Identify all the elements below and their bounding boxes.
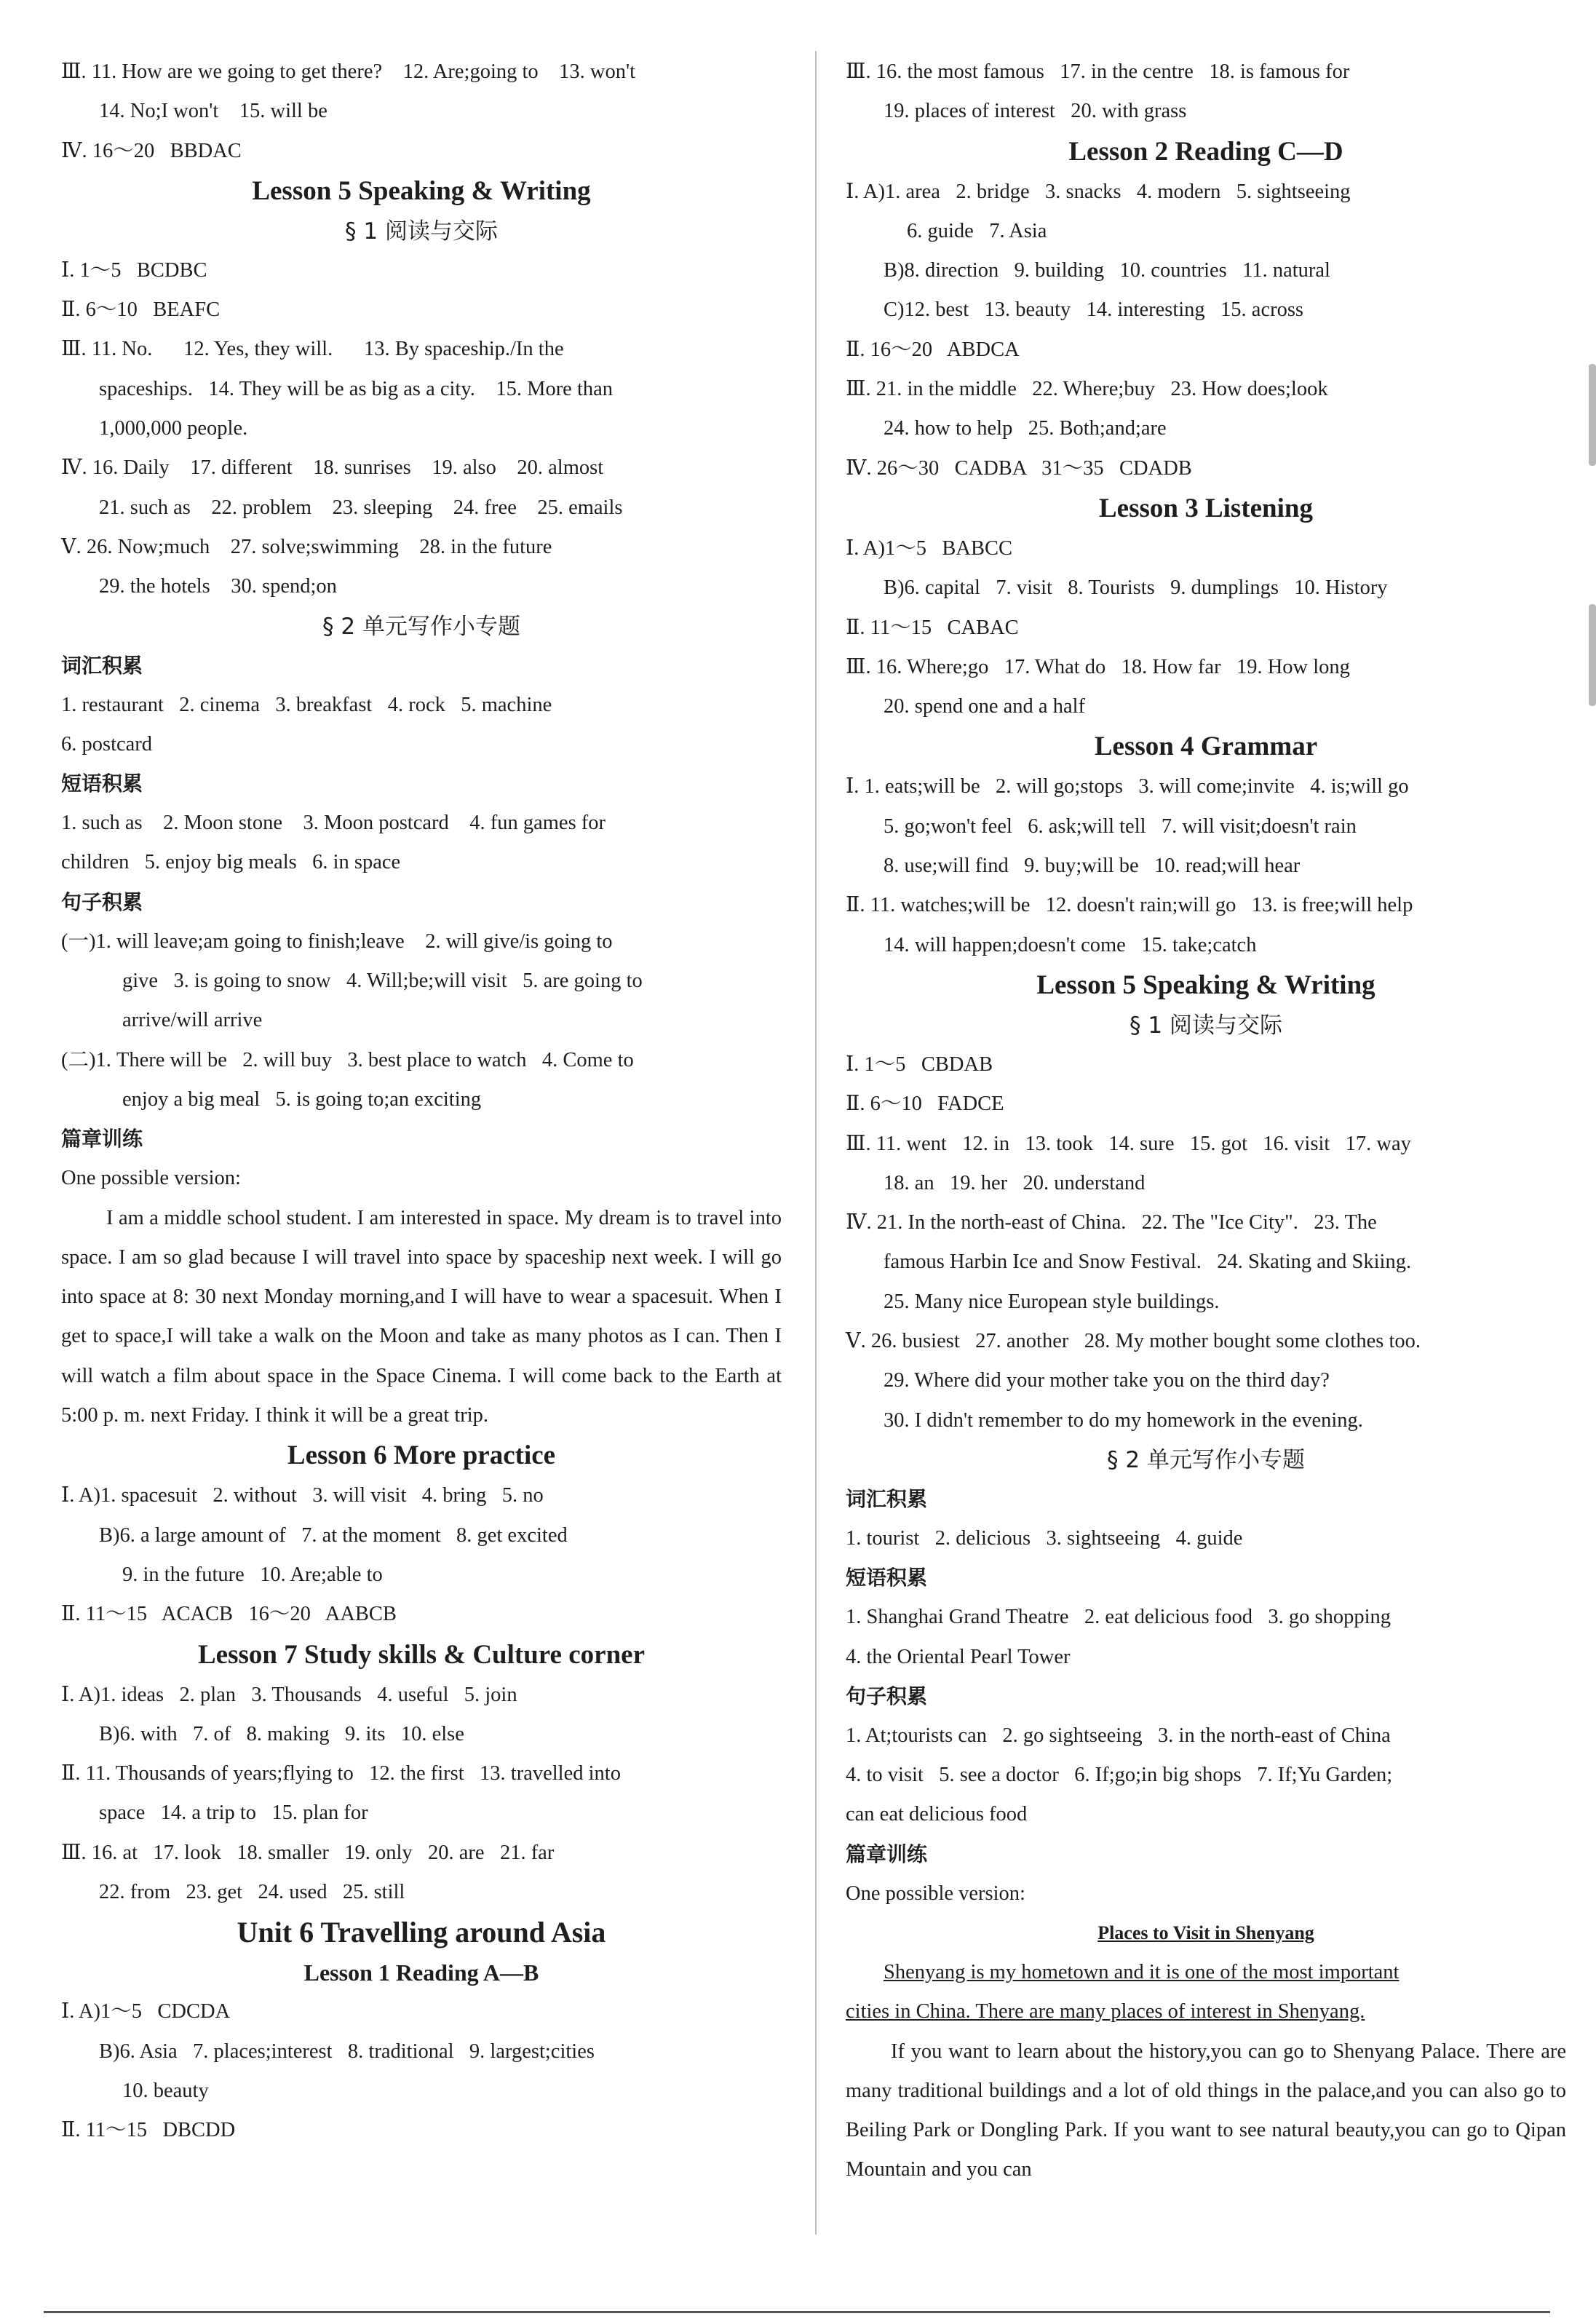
answer-line: 14. No;I won't 15. will be xyxy=(99,100,327,123)
answer-line: 22. from 23. get 24. used 25. still xyxy=(99,1880,405,1903)
lesson-heading: Lesson 5 Speaking & Writing xyxy=(252,175,591,206)
section-heading: § 1 阅读与交际 xyxy=(1129,1012,1282,1039)
answer-line: arrive/will arrive xyxy=(122,1009,263,1032)
lesson-heading: Lesson 7 Study skills & Culture corner xyxy=(198,1639,645,1670)
answer-line: Ⅲ. 16. the most famous 17. in the centre 18. is famous for xyxy=(846,60,1350,83)
unit-heading: Unit 6 Travelling around Asia xyxy=(237,1916,606,1949)
answer-line: Ⅲ. 16. Where;go 17. What do 18. How far 19. How long xyxy=(846,655,1350,678)
answer-line: 1. At;tourists can 2. go sightseeing 3. in the north-east of China xyxy=(846,1724,1391,1747)
answer-line: space 14. a trip to 15. plan for xyxy=(99,1801,368,1825)
answer-line: 25. Many nice European style buildings. xyxy=(884,1290,1220,1313)
page-edge-mark xyxy=(1589,604,1596,706)
answer-line: Ⅱ. 11～15 ACACB 16～20 AABCB xyxy=(61,1603,397,1626)
answer-line: B)8. direction 9. building 10. countries 11. natural xyxy=(884,259,1330,282)
answer-line: 1. restaurant 2. cinema 3. breakfast 4. rock 5. machine xyxy=(61,693,552,716)
answer-line: Ⅲ. 11. How are we going to get there? 12. Are;going to 13. won't xyxy=(61,60,636,83)
answer-line: give 3. is going to snow 4. Will;be;will visit 5. are going to xyxy=(122,970,643,993)
answer-line: One possible version: xyxy=(846,1882,1025,1905)
answer-line: 20. spend one and a half xyxy=(884,695,1085,718)
answer-line: 29. the hotels 30. spend;on xyxy=(99,575,337,598)
answer-line: Ⅰ. A)1. ideas 2. plan 3. Thousands 4. useful 5. join xyxy=(61,1683,517,1706)
page-edge-mark xyxy=(1589,364,1596,466)
subsection-label: 词汇积累 xyxy=(61,653,143,678)
answer-line: Ⅰ. 1～5 BCDBC xyxy=(61,258,207,282)
answer-line: Ⅰ. 1. eats;will be 2. will go;stops 3. will come;invite 4. is;will go xyxy=(846,775,1409,798)
lesson-heading: Lesson 4 Grammar xyxy=(1094,732,1318,762)
answer-line: Ⅳ. 26～30 CADBA 31～35 CDADB xyxy=(846,456,1192,480)
answer-line: 10. beauty xyxy=(122,2079,209,2102)
left-column xyxy=(61,52,782,2150)
bottom-rule xyxy=(44,2311,1550,2313)
answer-line: Ⅰ. A)1～5 BABCC xyxy=(846,536,1013,560)
answer-line: Ⅴ. 26. Now;much 27. solve;swimming 28. in the future xyxy=(61,535,552,558)
answer-line: Ⅰ. A)1～5 CDCDA xyxy=(61,2000,231,2023)
answer-line: Ⅱ. 11. watches;will be 12. doesn't rain;will go 13. is free;will help xyxy=(846,894,1413,917)
subsection-label: 句子积累 xyxy=(61,889,143,914)
answer-line: Ⅳ. 16～20 BBDAC xyxy=(61,139,242,162)
answer-line: 1. tourist 2. delicious 3. sightseeing 4. guide xyxy=(846,1526,1243,1550)
answer-line: children 5. enjoy big meals 6. in space xyxy=(61,851,401,874)
answer-line: Ⅳ. 16. Daily 17. different 18. sunrises 19. also 20. almost xyxy=(61,456,604,480)
answer-line: Ⅲ. 11. went 12. in 13. took 14. sure 15. got 16. visit 17. way xyxy=(846,1132,1411,1155)
essay-title: Places to Visit in Shenyang xyxy=(1097,1922,1314,1943)
answer-line: 1. Shanghai Grand Theatre 2. eat delicious food 3. go shopping xyxy=(846,1606,1391,1629)
answer-line: Ⅱ. 11～15 DBCDD xyxy=(61,2119,236,2142)
subsection-label: 篇章训练 xyxy=(61,1127,143,1151)
answer-line: 1. such as 2. Moon stone 3. Moon postcard 4. fun games for xyxy=(61,812,606,835)
answer-line: 19. places of interest 20. with grass xyxy=(884,100,1187,123)
essay-paragraph: I am a middle school student. I am interested in space. My dream is to travel into space. I am so glad because I will travel into space by spaceship next week. I will go into space at 8: 30 next Monday morning,and I will have to wear a spacesuit. When I get to space,I will take a walk on the Moon and take as many photos as I can. Then I will watch a film about space in the Space Cinema. I will come back to the Earth at 5:00 p. m. next Friday. I think it will be a great trip. xyxy=(61,1206,782,1427)
lesson-heading: Lesson 3 Listening xyxy=(1098,493,1313,523)
answer-line: 24. how to help 25. Both;and;are xyxy=(884,417,1167,440)
answer-line: 14. will happen;doesn't come 15. take;catch xyxy=(884,933,1257,956)
section-heading: § 2 单元写作小专题 xyxy=(322,613,520,640)
answer-line: 5. go;won't feel 6. ask;will tell 7. will visit;doesn't rain xyxy=(884,814,1357,838)
answer-line: B)6. Asia 7. places;interest 8. traditional 9. largest;cities xyxy=(99,2039,595,2063)
section-heading: § 1 阅读与交际 xyxy=(345,218,498,245)
answer-line: 9. in the future 10. Are;able to xyxy=(122,1563,383,1586)
essay-underlined-line: cities in China. There are many places of interest in Shenyang. xyxy=(846,2000,1365,2023)
lesson-heading: Lesson 2 Reading C—D xyxy=(1068,136,1343,167)
subsection-label: 短语积累 xyxy=(846,1566,928,1590)
answer-line: (一)1. will leave;am going to finish;leave 2. will give/is going to xyxy=(61,929,613,953)
answer-line: Ⅰ. A)1. area 2. bridge 3. snacks 4. modern 5. sightseeing xyxy=(846,180,1351,203)
lesson-heading: Lesson 1 Reading A—B xyxy=(303,1959,539,1986)
answer-line: Ⅲ. 11. No. 12. Yes, they will. 13. By spaceship./In the xyxy=(61,338,564,361)
subsection-label: 词汇积累 xyxy=(846,1486,928,1511)
answer-line: 1,000,000 people. xyxy=(99,417,248,440)
section-heading: § 2 单元写作小专题 xyxy=(1107,1446,1305,1473)
answer-line: 18. an 19. her 20. understand xyxy=(884,1171,1146,1194)
answer-line: 30. I didn't remember to do my homework in the evening. xyxy=(884,1408,1363,1432)
answer-line: 8. use;will find 9. buy;will be 10. read;will hear xyxy=(884,855,1301,878)
answer-line: Ⅳ. 21. In the north-east of China. 22. The "Ice City". 23. The xyxy=(846,1211,1377,1234)
subsection-label: 短语积累 xyxy=(61,772,143,796)
answer-line: Ⅱ. 11. Thousands of years;flying to 12. the first 13. travelled into xyxy=(61,1762,621,1785)
answer-line: can eat delicious food xyxy=(846,1803,1028,1826)
answer-line: B)6. with 7. of 8. making 9. its 10. else xyxy=(99,1722,464,1745)
answer-line: Ⅱ. 11～15 CABAC xyxy=(846,616,1019,639)
answer-line: 6. guide 7. Asia xyxy=(907,219,1047,242)
answer-line: Ⅰ. 1～5 CBDAB xyxy=(846,1053,993,1076)
answer-line: spaceships. 14. They will be as big as a city. 15. More than xyxy=(99,377,614,400)
answer-line: 4. to visit 5. see a doctor 6. If;go;in big shops 7. If;Yu Garden; xyxy=(846,1764,1393,1787)
answer-line: enjoy a big meal 5. is going to;an exciting xyxy=(122,1087,482,1111)
column-divider xyxy=(815,51,817,2235)
answer-line: 21. such as 22. problem 23. sleeping 24. free 25. emails xyxy=(99,496,623,519)
answer-line: (二)1. There will be 2. will buy 3. best place to watch 4. Come to xyxy=(61,1048,634,1071)
lesson-heading: Lesson 5 Speaking & Writing xyxy=(1036,970,1375,1000)
answer-line: Ⅲ. 21. in the middle 22. Where;buy 23. How does;look xyxy=(846,378,1328,401)
subsection-label: 篇章训练 xyxy=(846,1842,928,1866)
lesson-heading: Lesson 6 More practice xyxy=(287,1440,556,1471)
answer-line: Ⅱ. 6～10 FADCE xyxy=(846,1093,1004,1116)
answer-line: 29. Where did your mother take you on the third day? xyxy=(884,1369,1330,1392)
answer-line: Ⅰ. A)1. spacesuit 2. without 3. will visit 4. bring 5. no xyxy=(61,1484,544,1507)
essay-underlined-line: Shenyang is my hometown and it is one of the most important xyxy=(884,1960,1400,1983)
answer-line: B)6. a large amount of 7. at the moment 8. get excited xyxy=(99,1523,568,1547)
answer-line: 4. the Oriental Pearl Tower xyxy=(846,1645,1071,1668)
right-column xyxy=(846,52,1566,2190)
answer-line: One possible version: xyxy=(61,1167,241,1190)
answer-line: famous Harbin Ice and Snow Festival. 24. Skating and Skiing. xyxy=(884,1250,1412,1274)
answer-line: 6. postcard xyxy=(61,732,153,756)
answer-line: C)12. best 13. beauty 14. interesting 15. across xyxy=(884,298,1304,322)
answer-line: Ⅴ. 26. busiest 27. another 28. My mother bought some clothes too. xyxy=(846,1330,1421,1353)
subsection-label: 句子积累 xyxy=(846,1684,928,1708)
answer-line: Ⅱ. 6～10 BEAFC xyxy=(61,298,221,322)
answer-line: Ⅲ. 16. at 17. look 18. smaller 19. only 20. are 21. far xyxy=(61,1841,555,1864)
answer-line: B)6. capital 7. visit 8. Tourists 9. dumplings 10. History xyxy=(884,576,1388,600)
answer-line: Ⅱ. 16～20 ABDCA xyxy=(846,338,1020,361)
essay-paragraph: If you want to learn about the history,you can go to Shenyang Palace. There are many traditional buildings and a lot of old things in the palace,and you can also go to Beiling Park or Dongling Park. If you want to see natural beauty,you can go to Qipan Mountain and you can xyxy=(846,2039,1566,2181)
